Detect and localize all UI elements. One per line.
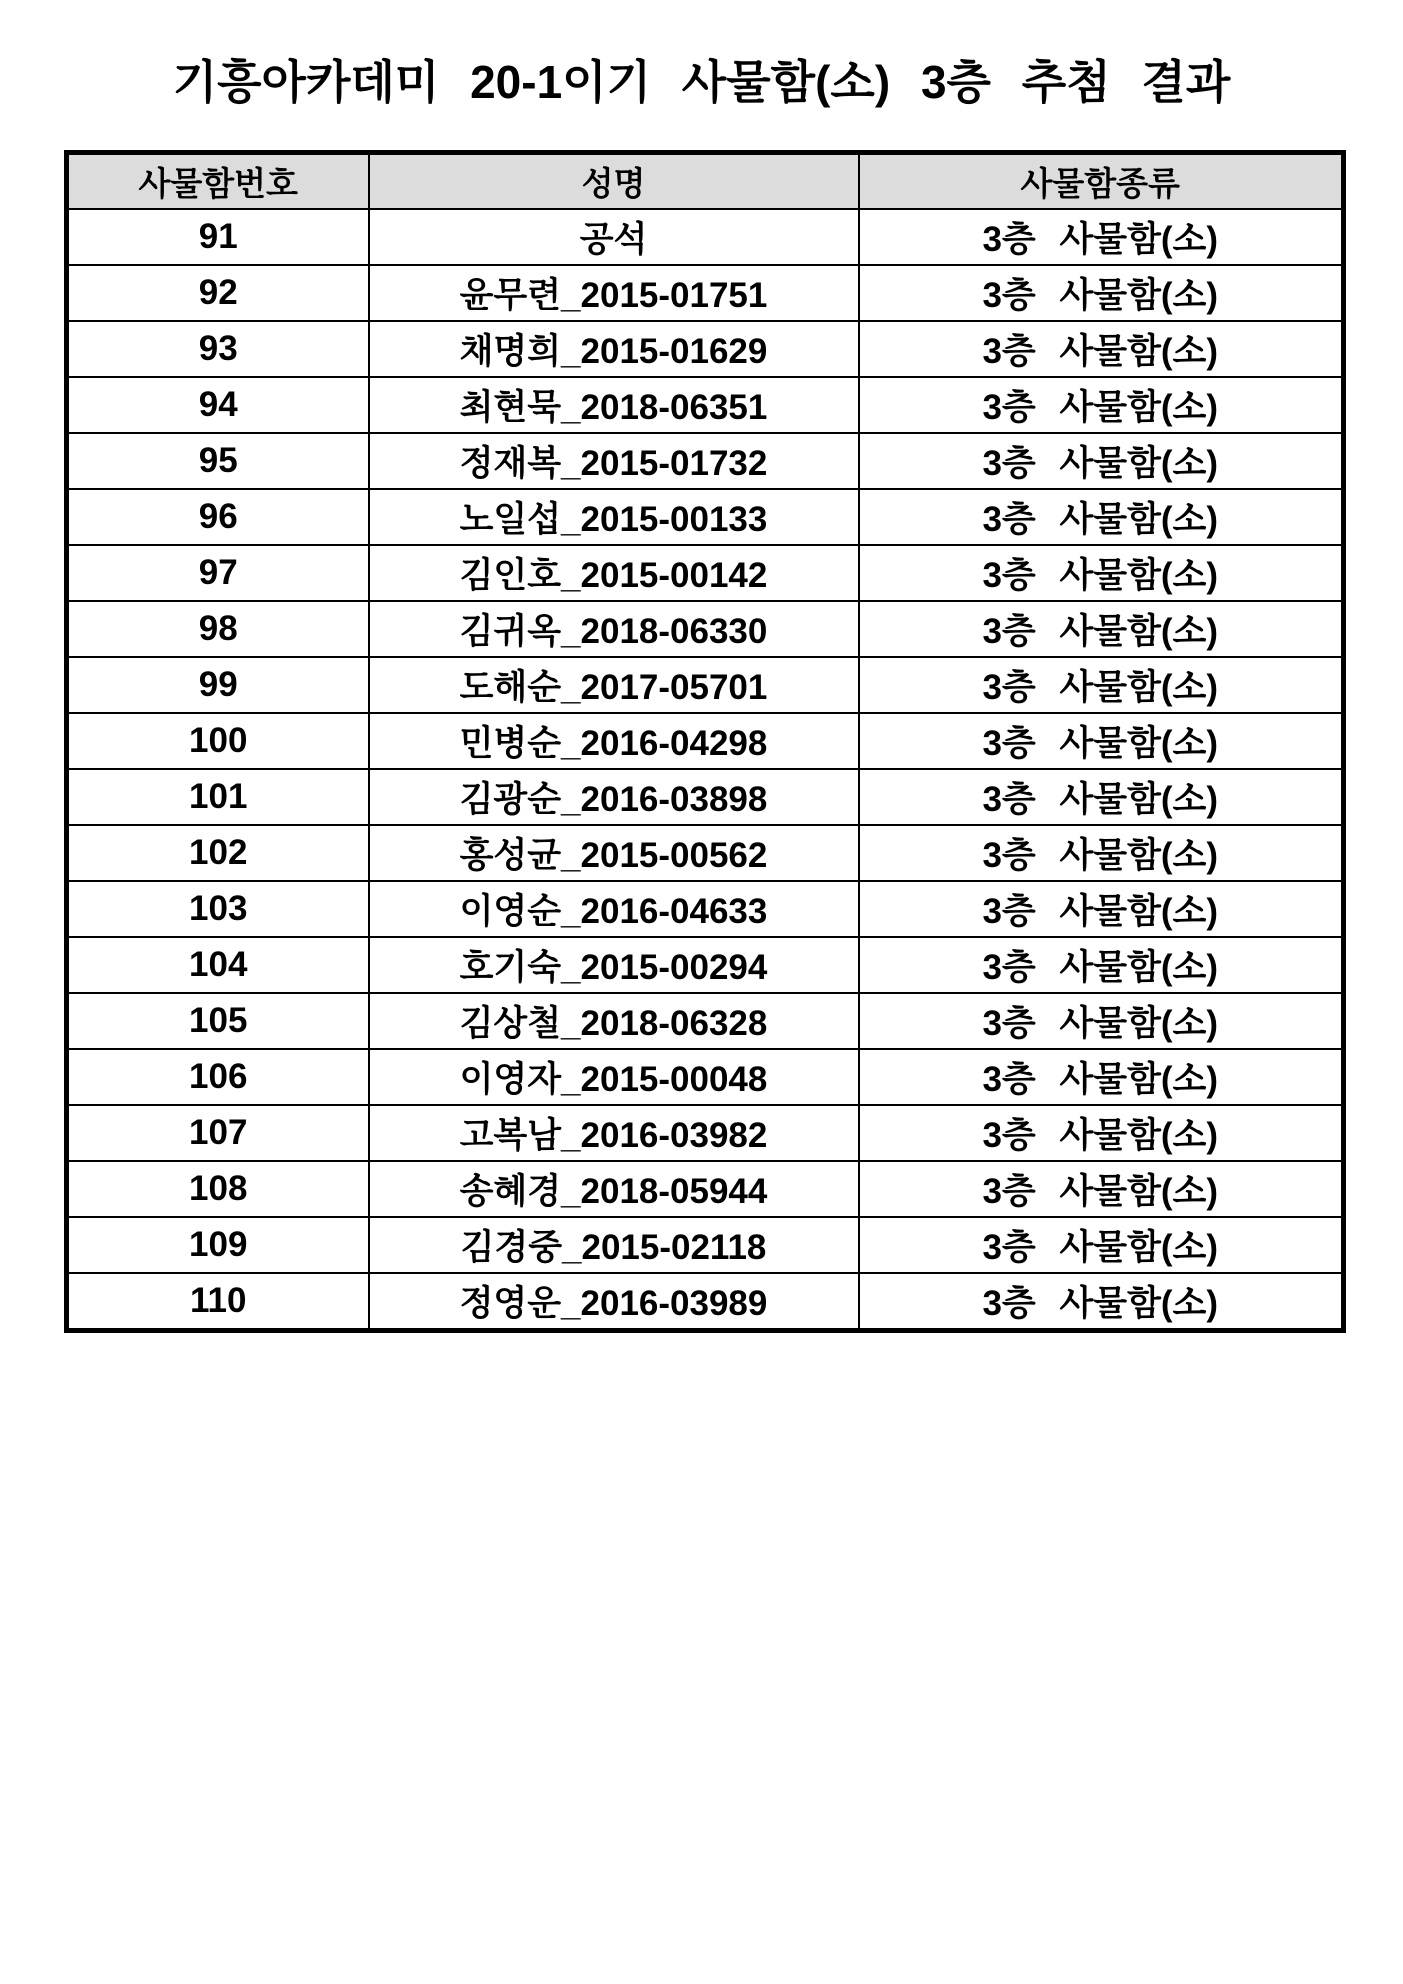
header-name: 성명 (369, 153, 859, 210)
cell-name: 김인호_2015-00142 (369, 545, 859, 601)
cell-locker-type: 3층 사물함(소) (859, 1161, 1344, 1217)
locker-lottery-table (64, 150, 1346, 1333)
cell-locker-number: 106 (67, 1049, 369, 1105)
cell-locker-type: 3층 사물함(소) (859, 209, 1344, 265)
cell-name: 송혜경_2018-05944 (369, 1161, 859, 1217)
cell-locker-number: 108 (67, 1161, 369, 1217)
cell-name: 홍성균_2015-00562 (369, 825, 859, 881)
cell-locker-number: 99 (67, 657, 369, 713)
cell-locker-number: 103 (67, 881, 369, 937)
cell-locker-type: 3층 사물함(소) (859, 825, 1344, 881)
table-row (67, 1161, 1344, 1217)
cell-name: 김상철_2018-06328 (369, 993, 859, 1049)
cell-name: 김경중_2015-02118 (369, 1217, 859, 1273)
page-title: 기흥아카데미 20-1이기 사물함(소) 3층 추첨 결과 (172, 56, 1231, 108)
table-row (67, 209, 1344, 265)
cell-locker-number: 92 (67, 265, 369, 321)
table-row (67, 1217, 1344, 1273)
cell-name: 정영운_2016-03989 (369, 1273, 859, 1331)
table-row (67, 657, 1344, 713)
cell-locker-number: 102 (67, 825, 369, 881)
cell-locker-number: 93 (67, 321, 369, 377)
cell-locker-number: 107 (67, 1105, 369, 1161)
cell-locker-number: 94 (67, 377, 369, 433)
table-row (67, 601, 1344, 657)
cell-name: 고복남_2016-03982 (369, 1105, 859, 1161)
table-row (67, 1105, 1344, 1161)
cell-locker-number: 96 (67, 489, 369, 545)
cell-locker-type: 3층 사물함(소) (859, 377, 1344, 433)
cell-name: 공석 (369, 209, 859, 265)
cell-locker-number: 97 (67, 545, 369, 601)
cell-locker-type: 3층 사물함(소) (859, 601, 1344, 657)
table-row (67, 489, 1344, 545)
cell-locker-type: 3층 사물함(소) (859, 769, 1344, 825)
table-row (67, 321, 1344, 377)
table-row (67, 937, 1344, 993)
table-row (67, 881, 1344, 937)
cell-locker-type: 3층 사물함(소) (859, 937, 1344, 993)
header-locker-number: 사물함번호 (67, 153, 369, 210)
cell-locker-number: 105 (67, 993, 369, 1049)
cell-name: 노일섭_2015-00133 (369, 489, 859, 545)
table-header-row (67, 153, 1344, 210)
cell-locker-number: 101 (67, 769, 369, 825)
cell-name: 최현묵_2018-06351 (369, 377, 859, 433)
cell-locker-number: 104 (67, 937, 369, 993)
cell-name: 이영자_2015-00048 (369, 1049, 859, 1105)
cell-name: 윤무련_2015-01751 (369, 265, 859, 321)
cell-locker-type: 3층 사물함(소) (859, 433, 1344, 489)
cell-locker-number: 95 (67, 433, 369, 489)
cell-locker-type: 3층 사물함(소) (859, 265, 1344, 321)
table-row (67, 1049, 1344, 1105)
table-row (67, 545, 1344, 601)
cell-locker-type: 3층 사물함(소) (859, 881, 1344, 937)
cell-locker-type: 3층 사물함(소) (859, 489, 1344, 545)
table-body (67, 209, 1344, 1331)
cell-name: 이영순_2016-04633 (369, 881, 859, 937)
cell-name: 김귀옥_2018-06330 (369, 601, 859, 657)
cell-name: 김광순_2016-03898 (369, 769, 859, 825)
table-row (67, 265, 1344, 321)
cell-name: 민병순_2016-04298 (369, 713, 859, 769)
cell-locker-type: 3층 사물함(소) (859, 993, 1344, 1049)
cell-locker-type: 3층 사물함(소) (859, 1217, 1344, 1273)
cell-locker-type: 3층 사물함(소) (859, 1105, 1344, 1161)
table-row (67, 1273, 1344, 1331)
cell-locker-type: 3층 사물함(소) (859, 1273, 1344, 1331)
cell-locker-number: 110 (67, 1273, 369, 1331)
table-row (67, 713, 1344, 769)
cell-locker-type: 3층 사물함(소) (859, 321, 1344, 377)
table-row (67, 825, 1344, 881)
cell-locker-type: 3층 사물함(소) (859, 657, 1344, 713)
header-locker-type: 사물함종류 (859, 153, 1344, 210)
cell-locker-number: 109 (67, 1217, 369, 1273)
cell-locker-number: 98 (67, 601, 369, 657)
table-row (67, 377, 1344, 433)
cell-locker-type: 3층 사물함(소) (859, 1049, 1344, 1105)
cell-name: 정재복_2015-01732 (369, 433, 859, 489)
cell-locker-type: 3층 사물함(소) (859, 713, 1344, 769)
cell-name: 채명희_2015-01629 (369, 321, 859, 377)
table-row (67, 993, 1344, 1049)
cell-name: 도해순_2017-05701 (369, 657, 859, 713)
cell-locker-type: 3층 사물함(소) (859, 545, 1344, 601)
table-row (67, 433, 1344, 489)
cell-locker-number: 91 (67, 209, 369, 265)
table-row (67, 769, 1344, 825)
cell-name: 호기숙_2015-00294 (369, 937, 859, 993)
cell-locker-number: 100 (67, 713, 369, 769)
